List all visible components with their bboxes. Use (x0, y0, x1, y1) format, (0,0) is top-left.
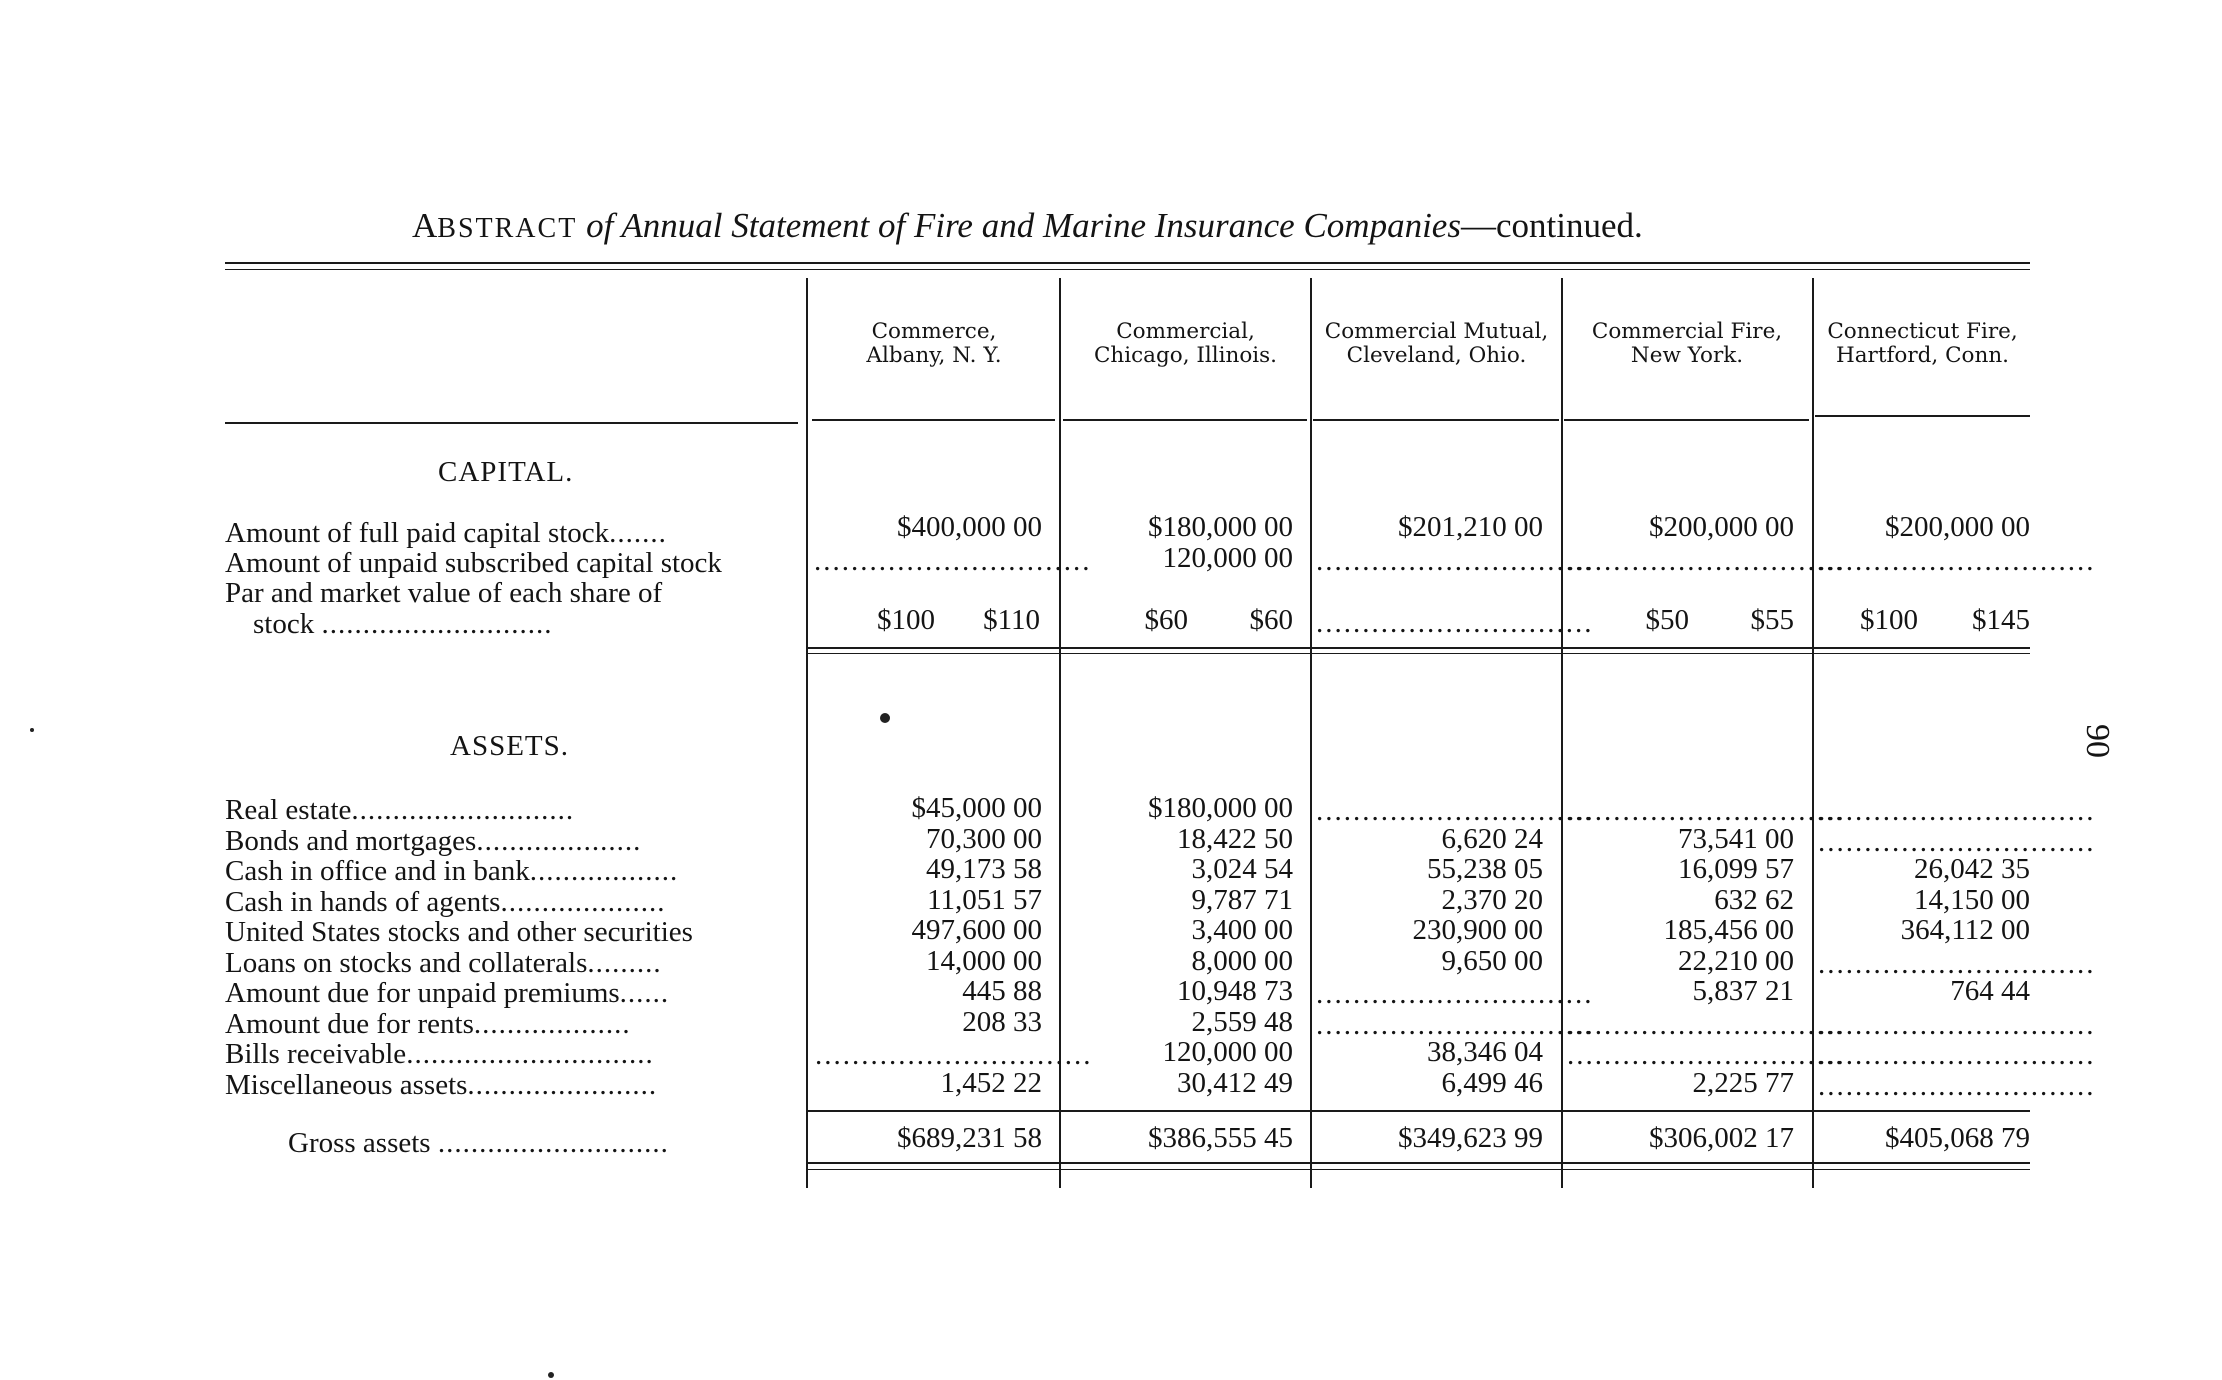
cell-value: 208 33 (962, 1005, 1042, 1038)
cell-value: $201,210 00 (1398, 511, 1543, 543)
column-header-commercial-fire (1564, 320, 1810, 368)
gross-value: $405,068 79 (1885, 1122, 2030, 1154)
gross-bottom-rule (808, 1162, 2030, 1164)
column-header-line: Commercial Mutual, (1324, 319, 1549, 344)
ink-speck (548, 1372, 554, 1378)
row-label (225, 978, 805, 1008)
cell-par-market (1614, 605, 1794, 635)
cell-value: 6,620 24 (1441, 822, 1543, 855)
cell-value: 55,238 05 (1427, 853, 1543, 885)
header-rule-col3 (1313, 419, 1559, 421)
row-label-text: Miscellaneous assets (225, 1068, 468, 1101)
cell-value: $200,000 00 (1885, 511, 2030, 543)
empty-cell-dots: .............................. (1316, 607, 1594, 639)
row-label-text: Gross assets (288, 1127, 431, 1159)
leader-dots: ................... (473, 1007, 631, 1040)
cell-value: 22,210 00 (1678, 944, 1794, 977)
cell-value: 2,370 20 (1441, 883, 1543, 916)
row-label-par-market (225, 578, 805, 608)
empty-cell-dots: .............................. (1818, 795, 2096, 827)
cell-value: $45,000 00 (911, 792, 1042, 824)
column-header-line: Connecticut Fire, (1827, 319, 2018, 344)
row-label-text: Bills receivable (225, 1038, 407, 1070)
empty-cell-dots: .............................. (1567, 795, 1845, 827)
cell-value: $180,000 00 (1148, 792, 1293, 824)
row-label-text: Bonds and mortgages (225, 824, 477, 857)
cell-value: 6,499 46 (1441, 1066, 1543, 1099)
row-label-text: Par and market value of each share of (225, 577, 663, 609)
cell-value: 3,400 00 (1191, 914, 1293, 946)
empty-cell-dots: .............................. (1818, 825, 2096, 858)
column-header-line: Chicago, Illinois. (1093, 343, 1278, 368)
empty-cell-dots: .............................. (815, 1039, 1093, 1071)
cell-value: 73,541 00 (1678, 822, 1794, 855)
gross-value: $689,231 58 (897, 1122, 1042, 1154)
cell-value: 26,042 35 (1914, 853, 2030, 885)
column-header-line: Cleveland, Ohio. (1346, 343, 1527, 368)
row-label-text: United States stocks and other securities (225, 916, 693, 948)
cell-value: 9,650 00 (1441, 944, 1543, 977)
assets-heading: ASSETS. (450, 730, 570, 762)
leader-dots: ........................... (351, 794, 575, 826)
empty-cell-dots: .............................. (1567, 1039, 1845, 1071)
top-rule-inner (225, 269, 2030, 270)
cell-value: 230,900 00 (1412, 914, 1543, 946)
leader-dots: ............................ (321, 608, 553, 640)
cell-par-market (1113, 605, 1293, 635)
capital-rule (808, 647, 2030, 649)
row-label-unpaid-subscribed (225, 548, 805, 578)
cell-value: 497,600 00 (911, 914, 1042, 946)
cell-value: 16,099 57 (1678, 853, 1794, 885)
column-divider-4 (1561, 278, 1563, 1188)
title-italic: of Annual Statement of Fire and Marine Insurance Companies (586, 206, 1461, 245)
cell-value: 11,051 57 (927, 883, 1042, 916)
header-rule-col2 (1063, 419, 1307, 421)
column-header-line: Albany, N. Y. (866, 343, 1002, 368)
gross-value: $386,555 45 (1148, 1122, 1293, 1154)
leader-dots: ....................... (467, 1068, 658, 1101)
cell-value: 120,000 00 (1162, 542, 1293, 574)
leader-dots: ....... (609, 517, 667, 549)
column-header-line: Commercial Fire, (1591, 319, 1783, 344)
par-value: $60 (1144, 604, 1188, 636)
par-value: $100 (1860, 604, 1918, 636)
cell-value: 185,456 00 (1663, 914, 1794, 946)
header-rule-col4 (1564, 419, 1809, 421)
row-label-text: Amount due for unpaid premiums (225, 977, 620, 1009)
cell-par-market (860, 605, 1040, 635)
row-label (225, 1039, 805, 1069)
capital-heading: CAPITAL. (438, 456, 574, 488)
title-abstract-initial: A (412, 206, 438, 245)
cell-value: $400,000 00 (897, 511, 1042, 543)
gross-value: $349,623 99 (1398, 1122, 1543, 1154)
row-label (225, 826, 805, 856)
row-label-text: Cash in office and in bank (225, 855, 530, 887)
empty-cell-dots: .............................. (1316, 1008, 1594, 1041)
row-label (225, 917, 805, 947)
row-label (225, 856, 805, 886)
row-label-text: Amount due for rents (225, 1007, 474, 1040)
row-label (225, 948, 805, 978)
ink-speck (30, 728, 34, 732)
column-divider-3 (1310, 278, 1312, 1188)
title-suffix: —continued. (1460, 206, 1643, 245)
row-label (225, 887, 805, 917)
column-header-line: Commerce, (871, 319, 997, 344)
column-header-commercial (1063, 320, 1308, 368)
leader-dots: ......... (587, 946, 662, 979)
column-divider-1 (806, 278, 808, 1188)
empty-cell-dots: .............................. (1818, 947, 2096, 980)
row-label-text: Amount of full paid capital stock (225, 517, 610, 549)
cell-value: 1,452 22 (940, 1066, 1042, 1099)
row-label-text: Loans on stocks and collaterals (225, 946, 588, 979)
gross-value: $306,002 17 (1649, 1122, 1794, 1154)
empty-cell-dots: .............................. (1567, 1008, 1845, 1041)
column-header-connecticut-fire (1815, 320, 2030, 368)
cell-value: 70,300 00 (926, 822, 1042, 855)
cell-value: 764 44 (1950, 975, 2030, 1007)
market-value: $60 (1249, 604, 1293, 636)
empty-cell-dots: .............................. (1818, 1039, 2096, 1071)
column-header-line: Commercial, (1116, 319, 1255, 344)
cell-par-market (1840, 605, 2030, 635)
empty-cell-dots: .............................. (1316, 545, 1594, 577)
empty-cell-dots: .............................. (1316, 978, 1594, 1010)
gross-bottom-rule-inner (808, 1169, 2030, 1170)
leader-dots: ...... (619, 977, 670, 1009)
empty-cell-dots: .............................. (1818, 1069, 2096, 1102)
leader-dots: .................... (500, 885, 666, 918)
row-label-text: stock (253, 608, 315, 640)
header-rule-col5 (1815, 415, 2030, 417)
cell-value: 120,000 00 (1162, 1036, 1293, 1068)
title-abstract-rest: BSTRACT (437, 213, 578, 244)
column-header-commercial-mutual (1313, 320, 1560, 368)
cell-value: 14,000 00 (926, 944, 1042, 977)
row-label (225, 795, 805, 825)
column-header-commerce (812, 320, 1056, 368)
par-value: $50 (1645, 604, 1689, 636)
row-label-text: Real estate (225, 794, 352, 826)
column-header-line: Hartford, Conn. (1835, 343, 2010, 368)
market-value: $55 (1750, 604, 1794, 636)
header-rule-stub (225, 422, 798, 424)
leader-dots: ............................ (437, 1127, 669, 1159)
cell-value: 445 88 (962, 975, 1042, 1007)
empty-cell-dots: .............................. (1818, 1008, 2096, 1041)
cell-value: 30,412 49 (1177, 1066, 1293, 1099)
empty-cell-dots: .............................. (1567, 545, 1845, 577)
leader-dots: .................... (476, 824, 642, 857)
cell-value: 14,150 00 (1914, 883, 2030, 916)
cell-value: 9,787 71 (1191, 883, 1293, 916)
row-label (225, 1009, 805, 1039)
market-value: $110 (983, 604, 1040, 636)
cell-value: 5,837 21 (1692, 975, 1794, 1007)
leader-dots: .............................. (406, 1038, 654, 1070)
empty-cell-dots: .............................. (814, 545, 1092, 577)
row-label-text: Amount of unpaid subscribed capital stock (225, 547, 722, 579)
par-value: $100 (877, 604, 935, 636)
leader-dots: .................. (529, 855, 679, 887)
market-value: $145 (1972, 604, 2030, 636)
ink-speck (880, 713, 890, 723)
top-rule (225, 262, 2030, 264)
page-number: 90 (2079, 724, 2116, 758)
row-label-text: Cash in hands of agents (225, 885, 501, 918)
cell-value: 49,173 58 (926, 853, 1042, 885)
cell-value: 3,024 54 (1191, 853, 1293, 885)
row-label-full-paid (225, 518, 805, 548)
cell-value: 2,225 77 (1692, 1066, 1794, 1099)
row-label-par-market-cont (253, 609, 833, 639)
cell-value: 2,559 48 (1191, 1005, 1293, 1038)
empty-cell-dots: .............................. (1818, 545, 2096, 577)
empty-cell-dots: .............................. (1316, 795, 1594, 827)
row-label-gross-assets (288, 1128, 868, 1158)
cell-value: 18,422 50 (1177, 822, 1293, 855)
cell-value: 8,000 00 (1191, 944, 1293, 977)
header-rule-col1 (812, 419, 1055, 421)
gross-top-rule (808, 1110, 2030, 1112)
cell-value: $180,000 00 (1148, 511, 1293, 543)
cell-value: 38,346 04 (1427, 1036, 1543, 1068)
column-header-line: New York. (1630, 343, 1744, 368)
cell-value: $200,000 00 (1649, 511, 1794, 543)
cell-value: 10,948 73 (1177, 975, 1293, 1007)
page-title (412, 206, 1882, 246)
row-label (225, 1070, 805, 1100)
cell-value: 632 62 (1714, 883, 1794, 916)
capital-rule-inner (808, 653, 2030, 654)
cell-value: 364,112 00 (1900, 914, 2030, 946)
